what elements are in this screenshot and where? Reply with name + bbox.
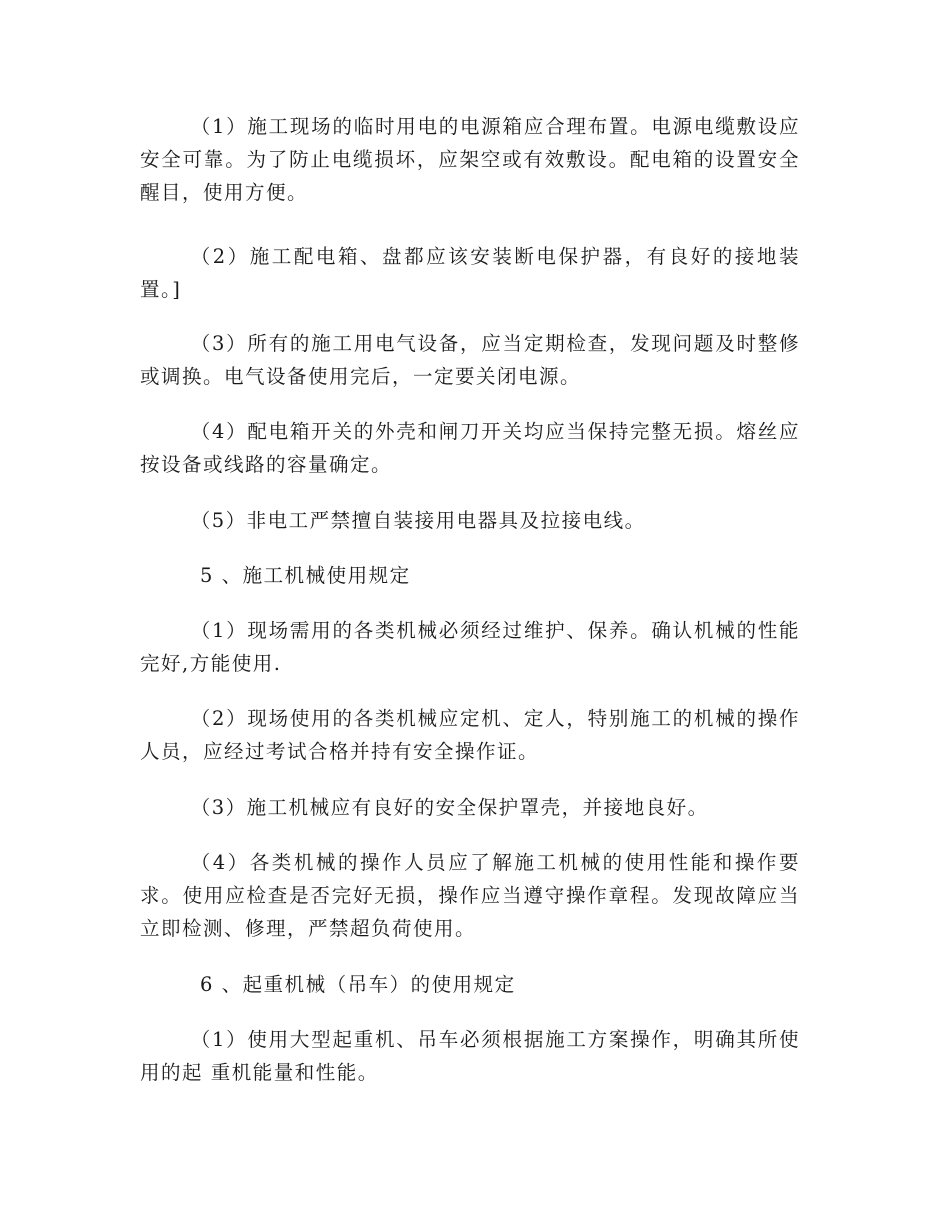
paragraph-electric-2: （2）施工配电箱、盘都应该安装断电保护器，有良好的接地装置。] — [140, 245, 800, 301]
paragraph-crane-1: （1）使用大型起重机、吊车必须根据施工方案操作，明确其所使用的起 重机能量和性能。 — [140, 1028, 800, 1084]
paragraph-electric-4: （4）配电箱开关的外壳和闸刀开关均应当保持完整无损。熔丝应按设备或线路的容量确定。 — [140, 420, 800, 476]
paragraph-machinery-3: （3）施工机械应有良好的安全保护罩壳，并接地良好。 — [190, 796, 709, 819]
paragraph-electric-3: （3）所有的施工用电气设备，应当定期检查，发现问题及时整修或调换。电气设备使用完后，一定要关闭电源。 — [140, 332, 800, 388]
section-heading-machinery: 5 、施工机械使用规定 — [200, 564, 411, 587]
paragraph-machinery-4: （4）各类机械的操作人员应了解施工机械的使用性能和操作要求。使用应检查是否完好无损，操作应当遵守操作章程。发现故障应当立即检测、修理，严禁超负荷使用。 — [140, 851, 800, 940]
paragraph-machinery-1: （1）现场需用的各类机械必须经过维护、保养。确认机械的性能完好,方能使用. — [140, 619, 800, 675]
paragraph-machinery-2: （2）现场使用的各类机械应定机、定人，特别施工的机械的操作人员，应经过考试合格并持有安全操作证。 — [140, 707, 800, 763]
section-heading-crane: 6 、起重机械（吊车）的使用规定 — [200, 973, 516, 996]
paragraph-electric-1: （1）施工现场的临时用电的电源箱应合理布置。电源电缆敷设应安全可靠。为了防止电缆损坏，应架空或有效敷设。配电箱的设置安全醒目，使用方便。 — [140, 115, 800, 204]
paragraph-electric-5: （5）非电工严禁擅自装接用电器具及拉接电线。 — [190, 509, 646, 532]
